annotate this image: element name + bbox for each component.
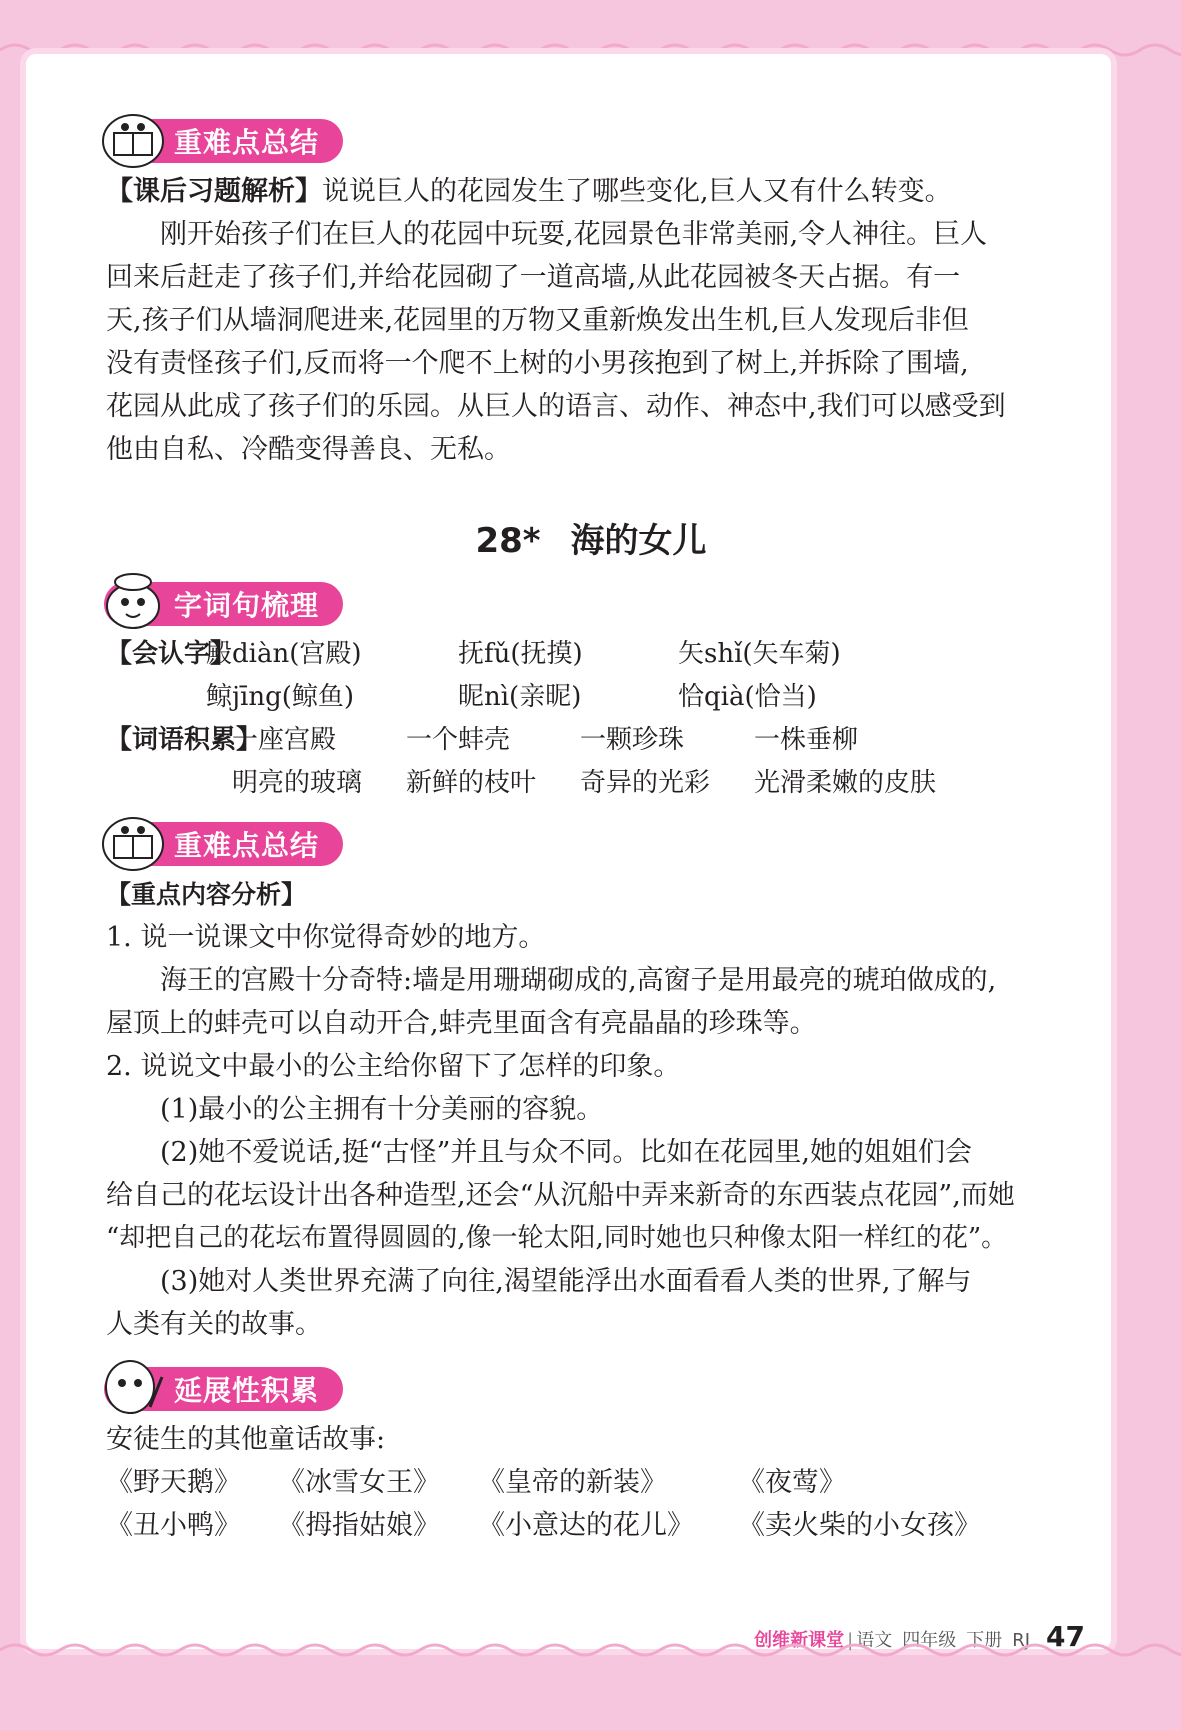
character-item: 矢shǐ(矢车菊): [678, 639, 841, 669]
answer-line: 回来后赶走了孩子们,并给花园砌了一道高墙,从此花园被冬天占据。有一: [106, 262, 961, 293]
book-title: 《野天鹅》: [106, 1467, 241, 1498]
character-item: 恰qià(恰当): [678, 682, 817, 712]
section-header-extension: [104, 1364, 1076, 1414]
answer-line: (3)她对人类世界充满了向往,渴望能浮出水面看看人类的世界,了解与: [160, 1266, 972, 1297]
decorative-border-bottom: [0, 1640, 1181, 1660]
book-title: 《小意达的花儿》: [478, 1510, 694, 1541]
word-item: 新鲜的枝叶: [406, 768, 537, 798]
word-item: 奇异的光彩: [580, 768, 711, 798]
answer-line: (1)最小的公主拥有十分美丽的容貌。: [160, 1094, 604, 1125]
pencil-mascot-icon: [100, 1357, 166, 1417]
word-item: 一颗珍珠: [580, 725, 685, 755]
answer-line: (2)她不爱说话,挺“古怪”并且与众不同。比如在花园里,她的姐姐们会: [160, 1137, 973, 1168]
word-item: 一座宫殿: [232, 725, 337, 755]
character-item: 抚fǔ(抚摸): [458, 639, 583, 669]
footer-edition: RJ: [1012, 1630, 1031, 1651]
book-title: 《拇指姑娘》: [278, 1510, 440, 1541]
words-tag: 【词语积累】: [106, 725, 263, 755]
section-badge-label: 重难点总结: [174, 126, 320, 159]
question-2: 2. 说说文中最小的公主给你留下了怎样的印象。: [106, 1051, 681, 1082]
character-item: 鲸jīng(鲸鱼): [206, 682, 355, 712]
book-title: 《夜莺》: [738, 1467, 846, 1498]
words-row: [106, 719, 1076, 762]
book-title: 《卖火柴的小女孩》: [738, 1510, 981, 1541]
word-item: 明亮的玻璃: [232, 768, 363, 798]
book-title: 《皇帝的新装》: [478, 1467, 667, 1498]
characters-row: [106, 676, 1076, 719]
section-badge-label: 重难点总结: [174, 829, 320, 862]
chef-mascot-icon: [100, 572, 166, 632]
answer-line: 天,孩子们从墙洞爬进来,花园里的万物又重新焕发出生机,巨人发现后非但: [106, 305, 969, 336]
section-header-key-summary: [104, 116, 1076, 166]
question-line: [106, 170, 1076, 213]
book-row: [106, 1461, 1076, 1504]
section-badge-label: 字词句梳理: [174, 589, 320, 622]
footer-brand: 创维新课堂: [754, 1630, 845, 1651]
answer-line: 海王的宫殿十分奇特:墙是用珊瑚砌成的,高窗子是用最亮的琥珀做成的,: [160, 965, 997, 996]
analysis-tag: 【重点内容分析】: [106, 880, 307, 909]
characters-row: [106, 633, 1076, 676]
section-header-key-summary: [104, 819, 1076, 869]
extension-intro: 安徒生的其他童话故事:: [106, 1424, 386, 1455]
section-badge: [104, 822, 343, 866]
words-row: [106, 762, 1076, 805]
answer-line: 刚开始孩子们在巨人的花园中玩耍,花园景色非常美丽,令人神往。巨人: [160, 219, 988, 250]
question-1: 1. 说一说课文中你觉得奇妙的地方。: [106, 922, 546, 953]
answer-line: 给自己的花坛设计出各种造型,还会“从沉船中弄来新奇的东西装点花园”,而她: [106, 1180, 1015, 1211]
section-badge: [104, 582, 343, 626]
characters-tag: 【会认字】: [106, 639, 237, 669]
section-badge: [104, 119, 343, 163]
answer-line: 他由自私、冷酷变得善良、无私。: [106, 434, 511, 465]
lesson-number: 28*: [475, 521, 541, 561]
lesson-name: 海的女儿: [570, 521, 707, 561]
answer-line: “却把自己的花坛布置得圆圆的,像一轮太阳,同时她也只种像太阳一样红的花”。: [106, 1223, 1008, 1253]
footer-term: 下册: [966, 1630, 1003, 1651]
book-row: [106, 1504, 1076, 1547]
question-tag: 【课后习题解析】: [106, 176, 322, 207]
word-item: 一个蚌壳: [406, 725, 511, 755]
answer-line: 没有责怪孩子们,反而将一个爬不上树的小男孩抱到了树上,并拆除了围墙,: [106, 348, 969, 379]
section-header-vocabulary: [104, 579, 1076, 629]
book-title: 《冰雪女王》: [278, 1467, 440, 1498]
answer-line: 屋顶上的蚌壳可以自动开合,蚌壳里面含有亮晶晶的珍珠等。: [106, 1008, 817, 1039]
page-content: [106, 110, 1076, 1547]
footer-grade: 四年级: [902, 1630, 957, 1651]
answer-line: 花园从此成了孩子们的乐园。从巨人的语言、动作、神态中,我们可以感受到: [106, 391, 1006, 422]
book-mascot-icon: [100, 109, 166, 169]
word-item: 光滑柔嫩的皮肤: [754, 768, 937, 798]
character-item: 殿diàn(宫殿): [206, 639, 362, 669]
book-title: 《丑小鸭》: [106, 1510, 241, 1541]
character-item: 昵nì(亲昵): [458, 682, 582, 712]
section-badge: [104, 1367, 343, 1411]
section-badge-label: 延展性积累: [174, 1374, 320, 1407]
question-text: 说说巨人的花园发生了哪些变化,巨人又有什么转变。: [322, 176, 952, 207]
lesson-title: [106, 511, 1076, 571]
page-number: 47: [1046, 1620, 1085, 1653]
book-mascot-icon: [100, 812, 166, 872]
word-item: 一株垂柳: [754, 725, 859, 755]
footer-separator: |: [847, 1630, 854, 1651]
footer-subject: 语文: [856, 1630, 893, 1651]
answer-line: 人类有关的故事。: [106, 1309, 322, 1340]
